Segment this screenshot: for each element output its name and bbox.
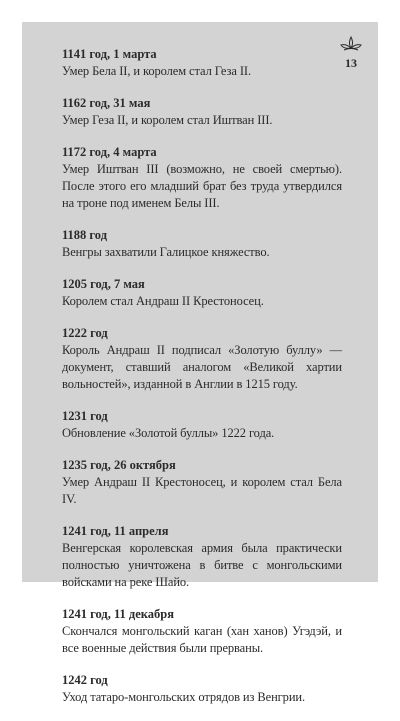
entry-text: Венгры захватили Галицкое княжество.: [62, 245, 270, 259]
chronology-entry: [62, 46, 342, 80]
entry-text: Король Андраш II подписал «Золотую буллу» — документ, ставший аналогом «Великой хартии вольностей», изданной в Англии в 1215 году.: [62, 343, 342, 391]
page-number: 13: [345, 56, 357, 70]
chronology-entry: [62, 606, 342, 657]
chronology-entry: [62, 95, 342, 129]
chronology-entry: [62, 227, 342, 261]
chronology-entry: [62, 457, 342, 508]
entry-date: 1188 год: [62, 228, 108, 242]
entry-text: Скончался монгольский каган (хан ханов) Угэдэй, и все военные действия были прерваны.: [62, 624, 342, 655]
entry-date: 1172 год, 4 марта: [62, 145, 157, 159]
entry-text: Умер Иштван III (возможно, не своей смертью). После этого его младший брат без труда утвердился на троне под именем Белы III.: [62, 162, 342, 210]
book-page: [22, 22, 378, 704]
chronology-entry: [62, 144, 342, 212]
entry-text: Королем стал Андраш II Крестоносец.: [62, 294, 264, 308]
entry-text: Умер Бела II, и королем стал Геза II.: [62, 64, 251, 78]
entry-date: 1162 год, 31 мая: [62, 96, 151, 110]
entry-date: 1242 год: [62, 673, 108, 687]
entry-text: Умер Андраш II Крестоносец, и королем стал Бела IV.: [62, 475, 342, 506]
entry-date: 1241 год, 11 апреля: [62, 524, 169, 538]
entry-date: 1141 год, 1 марта: [62, 47, 157, 61]
chronology-entry: [62, 672, 342, 706]
entry-date: 1222 год: [62, 326, 108, 340]
entry-date: 1231 год: [62, 409, 108, 423]
entry-date: 1205 год, 7 мая: [62, 277, 145, 291]
entry-text: Уход татаро-монгольских отрядов из Венгрии.: [62, 690, 306, 704]
entry-date: 1235 год, 26 октября: [62, 458, 176, 472]
entry-text: Обновление «Золотой буллы» 1222 года.: [62, 426, 275, 440]
chronology-list: [62, 46, 342, 721]
chronology-entry: [62, 408, 342, 442]
chronology-entry: [62, 325, 342, 393]
chronology-entry: [62, 276, 342, 310]
entry-text: Умер Геза II, и королем стал Иштван III.: [62, 113, 273, 127]
entry-text: Венгерская королевская армия была практически полностью уничтожена в битве с монгольскими войсками на реке Шайо.: [62, 541, 342, 589]
entry-date: 1241 год, 11 декабря: [62, 607, 174, 621]
chronology-entry: [62, 523, 342, 591]
